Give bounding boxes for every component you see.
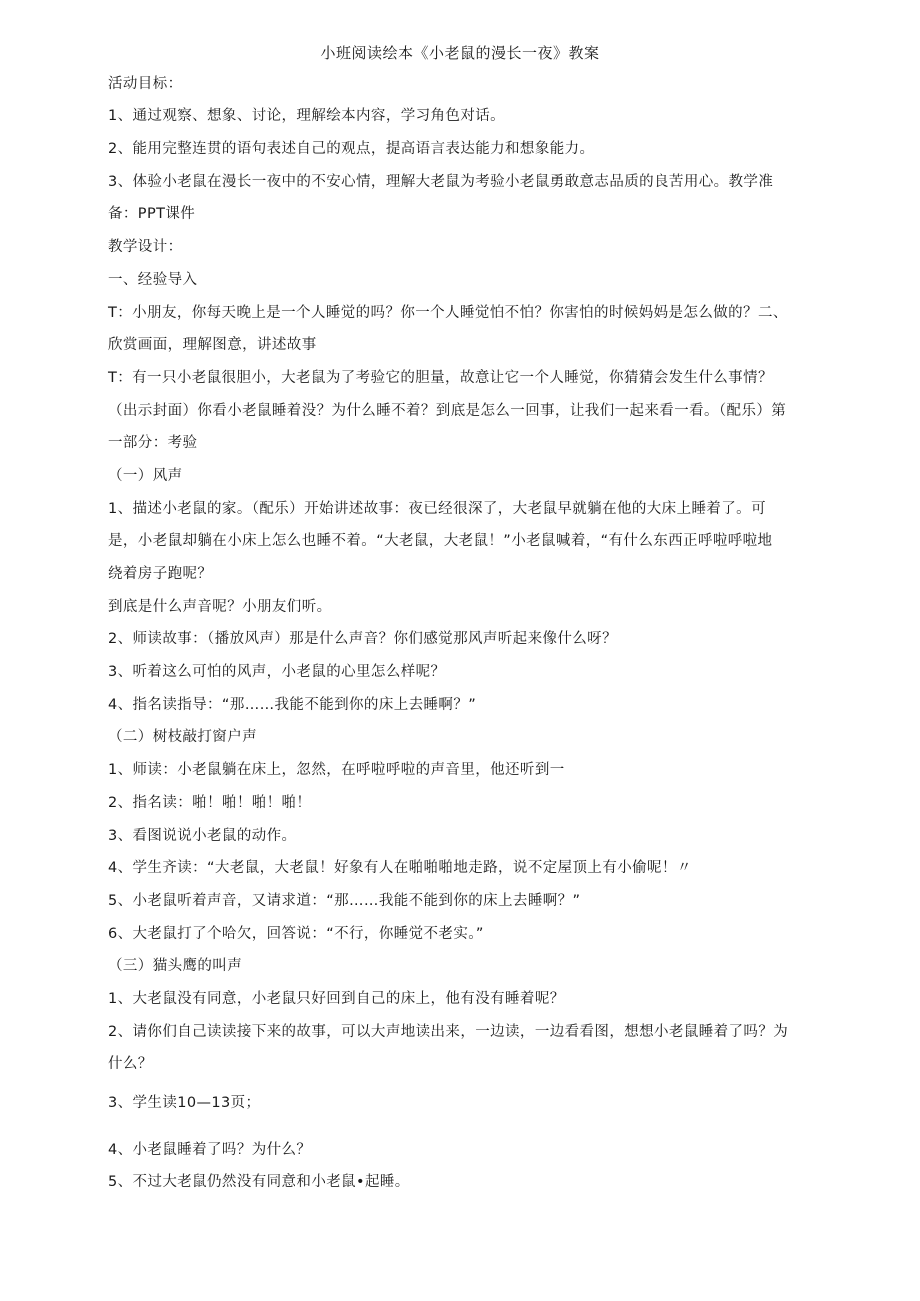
subsection-heading-wind: （一）风声	[108, 468, 183, 484]
paragraph-line: 3、听着这么可怕的风声，小老鼠的心里怎么样呢？	[108, 664, 446, 680]
paragraph-line: 3、体验小老鼠在漫长一夜中的不安心情，理解大老鼠为考验小老鼠勇敢意志品质的良苦用心。教学准	[108, 174, 774, 190]
paragraph-line: 1、师读：小老鼠躺在床上，忽然，在呼啦呼啦的声音里，他还听到一	[108, 762, 565, 778]
subsection-heading-branches: （二）树枝敲打窗户声	[108, 729, 257, 745]
paragraph-line: 一部分：考验	[108, 435, 198, 451]
paragraph-line: 4、学生齐读：“大老鼠，大老鼠！好象有人在啪啪啪地走路，说不定屋顶上有小偷呢！〃	[108, 860, 692, 876]
paragraph-line: （出示封面）你看小老鼠睡着没？为什么睡不着？到底是怎么一回事，让我们一起来看一看。（配乐）第	[108, 403, 787, 419]
paragraph-line: 4、小老鼠睡着了吗？为什么？	[108, 1142, 312, 1158]
paragraph-line: 5、不过大老鼠仍然没有同意和小老鼠•起睡。	[108, 1174, 410, 1190]
paragraph-line: 4、指名读指导：“那……我能不能到你的床上去睡啊？”	[108, 697, 477, 713]
paragraph-line: 1、通过观察、想象、讨论，理解绘本内容，学习角色对话。	[108, 108, 506, 124]
paragraph-line: 绕着房子跑呢？	[108, 566, 213, 582]
paragraph-line: T：有一只小老鼠很胆小，大老鼠为了考验它的胆量，故意让它一个人睡觉，你猜猜会发生什么事情？	[108, 370, 773, 386]
paragraph-line: 1、大老鼠没有同意，小老鼠只好回到自己的床上，他有没有睡着呢？	[108, 991, 565, 1007]
paragraph-line: T：小朋友，你每天晚上是一个人睡觉的吗？你一个人睡觉怕不怕？你害怕的时候妈妈是怎么做的？二、	[108, 305, 788, 321]
paragraph-line: 到底是什么声音呢？小朋友们听。	[108, 599, 332, 615]
paragraph-line: 2、指名读：啪！啪！啪！啪！	[108, 795, 312, 811]
paragraph-line: 什么？	[108, 1056, 153, 1072]
section-heading-design: 教学设计：	[108, 239, 183, 255]
paragraph-line: 5、小老鼠听着声音，又请求道：“那……我能不能到你的床上去睡啊？”	[108, 893, 581, 909]
section-heading-objectives: 活动目标：	[108, 76, 183, 92]
paragraph-line: 2、请你们自己读读接下来的故事，可以大声地读出来，一边读，一边看看图，想想小老鼠睡着了吗？为	[108, 1024, 789, 1040]
document-title: 小班阅读绘本《小老鼠的漫长一夜》教案	[320, 44, 600, 62]
subsection-heading-owl: （三）猫头鹰的叫声	[108, 958, 243, 974]
paragraph-line: 3、学生读10—13页；	[108, 1095, 261, 1111]
paragraph-line: 1、描述小老鼠的家。（配乐）开始讲述故事：夜已经很深了，大老鼠早就躺在他的大床上睡着了。可	[108, 501, 766, 517]
paragraph-line: 2、能用完整连贯的语句表述自己的观点，提高语言表达能力和想象能力。	[108, 141, 595, 157]
paragraph-line: 2、师读故事：（播放风声）那是什么声音？你们感觉那风声听起来像什么呀？	[108, 631, 617, 647]
section-heading-intro: 一、经验导入	[108, 272, 198, 288]
paragraph-line: 3、看图说说小老鼠的动作。	[108, 828, 297, 844]
paragraph-line: 欣赏画面，理解图意，讲述故事	[108, 337, 317, 353]
paragraph-line: 是，小老鼠却躺在小床上怎么也睡不着。“大老鼠，大老鼠！”小老鼠喊着，“有什么东西正呼啦呼啦地	[108, 533, 773, 549]
paragraph-line: 备：PPT课件	[108, 206, 196, 222]
paragraph-line: 6、大老鼠打了个哈欠，回答说：“不行，你睡觉不老实。”	[108, 926, 484, 942]
